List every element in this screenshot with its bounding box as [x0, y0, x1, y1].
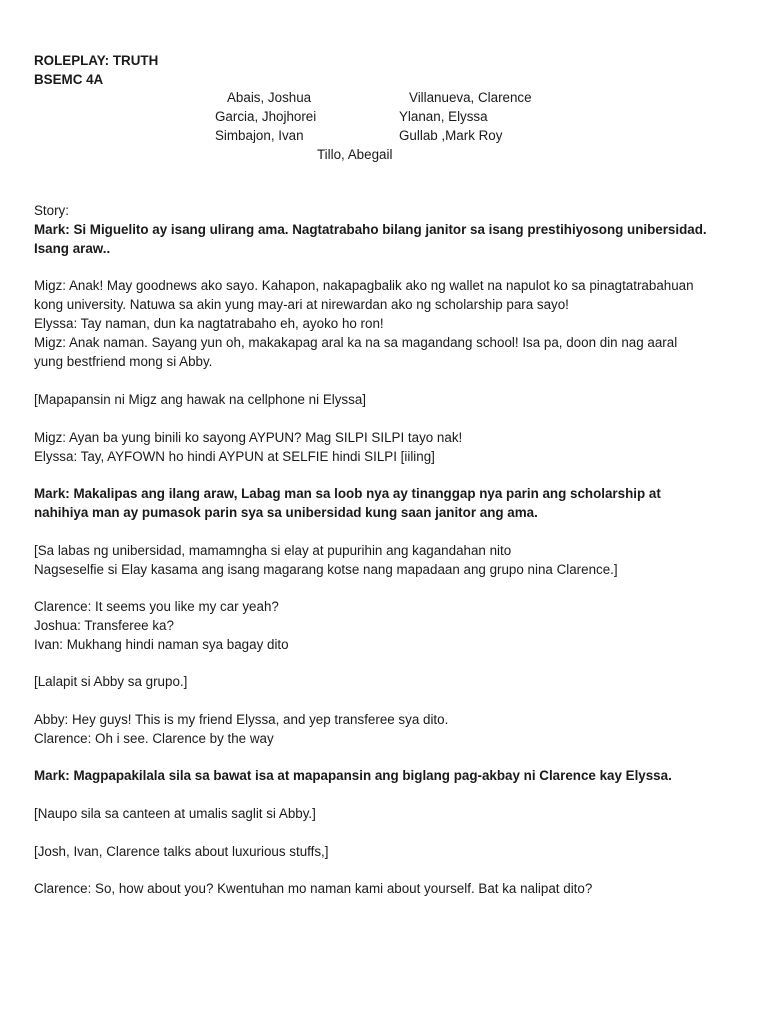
- narration-line: Mark: Si Miguelito ay isang ulirang ama. Nagtatrabaho bilang janitor sa isang prestihiyosong unibersidad.: [34, 222, 707, 237]
- doc-title: ROLEPLAY: TRUTH: [34, 53, 159, 68]
- member-name: Gullab ,Mark Roy: [399, 128, 503, 143]
- stage-direction: [Josh, Ivan, Clarence talks about luxurious stuffs,]: [34, 844, 329, 859]
- narration-line: Mark: Makalipas ang ilang araw, Labag man sa loob nya ay tinanggap nya parin ang scholarship at: [34, 486, 661, 501]
- dialogue-line: Abby: Hey guys! This is my friend Elyssa, and yep transferee sya dito.: [34, 712, 449, 727]
- dialogue-line: Clarence: Oh i see. Clarence by the way: [34, 731, 274, 746]
- dialogue-line: kong university. Natuwa sa akin yung may-ari at nirewardan ako ng scholarship para sayo!: [34, 297, 569, 312]
- stage-direction: [Naupo sila sa canteen at umalis saglit si Abby.]: [34, 806, 316, 821]
- narration-line: Isang araw..: [34, 241, 111, 256]
- dialogue-line: Ivan: Mukhang hindi naman sya bagay dito: [34, 637, 289, 652]
- dialogue-line: Elyssa: Tay, AYFOWN ho hindi AYPUN at SELFIE hindi SILPI [iiling]: [34, 449, 435, 464]
- dialogue-line: yung bestfriend mong si Abby.: [34, 354, 213, 369]
- member-name: Simbajon, Ivan: [215, 128, 304, 143]
- member-name: Abais, Joshua: [227, 90, 312, 105]
- member-name: Garcia, Jhojhorei: [215, 109, 317, 124]
- dialogue-line: Clarence: So, how about you? Kwentuhan mo naman kami about yourself. Bat ka nalipat dito?: [34, 881, 593, 896]
- dialogue-line: Migz: Anak! May goodnews ako sayo. Kahapon, nakapagbalik ako ng wallet na napulot ko sa pinagtatrabahuan: [34, 278, 694, 293]
- narration-line: Mark: Magpapakilala sila sa bawat isa at mapapansin ang biglang pag-akbay ni Clarence kay Elyssa.: [34, 768, 672, 783]
- member-name: Villanueva, Clarence: [409, 90, 532, 105]
- stage-direction: Nagseselfie si Elay kasama ang isang magarang kotse nang mapadaan ang grupo nina Clarence.]: [34, 562, 618, 577]
- dialogue-line: Migz: Anak naman. Sayang yun oh, makakapag aral ka na sa magandang school! Isa pa, doon din nag aaral: [34, 335, 678, 350]
- stage-direction: [Sa labas ng unibersidad, mamamngha si elay at pupurihin ang kagandahan nito: [34, 543, 512, 558]
- narration-line: nahihiya man ay pumasok parin sya sa unibersidad kung saan janitor ang ama.: [34, 505, 538, 520]
- stage-direction: [Lalapit si Abby sa grupo.]: [34, 674, 188, 689]
- doc-section: BSEMC 4A: [34, 72, 104, 87]
- member-name: Tillo, Abegail: [317, 147, 393, 162]
- dialogue-line: Joshua: Transferee ka?: [34, 618, 174, 633]
- dialogue-line: Elyssa: Tay naman, dun ka nagtatrabaho eh, ayoko ho ron!: [34, 316, 384, 331]
- member-name: Ylanan, Elyssa: [399, 109, 488, 124]
- dialogue-line: Migz: Ayan ba yung binili ko sayong AYPUN? Mag SILPI SILPI tayo nak!: [34, 430, 463, 445]
- story-label: Story:: [34, 203, 69, 218]
- stage-direction: [Mapapansin ni Migz ang hawak na cellphone ni Elyssa]: [34, 392, 366, 407]
- dialogue-line: Clarence: It seems you like my car yeah?: [34, 599, 279, 614]
